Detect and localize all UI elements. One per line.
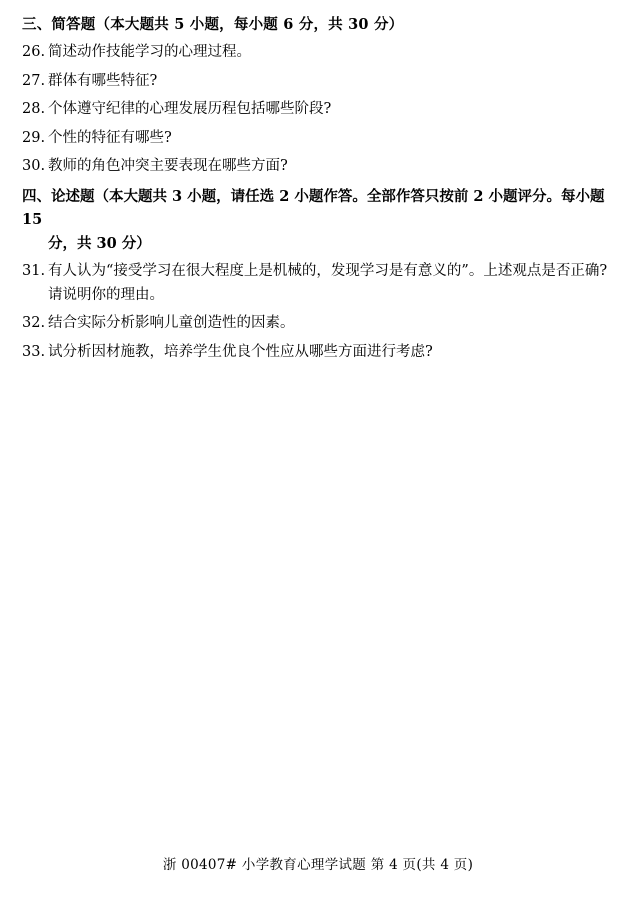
question-item <box>22 341 608 364</box>
question-number: 32. <box>22 315 46 332</box>
question-number: 29. <box>22 129 46 146</box>
question-item <box>22 260 608 307</box>
question-item <box>22 41 608 64</box>
section-heading-three: 三、简答题（本大题共 5 小题，每小题 6 分，共 30 分） <box>22 16 404 33</box>
question-item <box>22 70 608 93</box>
footer-title: 小学教育心理学试题 <box>241 857 367 874</box>
question-text: 结合实际分析影响儿童创造性的因素。 <box>48 315 295 332</box>
question-text-line1: 有人认为“接受学习在很大程度上是机械的，发现学习是有意义的”。上述观点是否正确? <box>48 263 608 280</box>
footer-mark: # <box>225 857 238 874</box>
question-text-line2: 请说明你的理由。 <box>48 286 164 303</box>
section-heading-four-line1: 四、论述题（本大题共 3 小题，请任选 2 小题作答。全部作答只按前 2 小题评分。每小题 15 <box>22 187 605 229</box>
section-heading-four-line2: 分，共 30 分） <box>48 234 151 252</box>
question-item <box>22 127 608 150</box>
question-text: 个性的特征有哪些? <box>48 129 172 146</box>
section-heading-four <box>22 185 608 255</box>
question-text: 教师的角色冲突主要表现在哪些方面? <box>48 158 288 175</box>
question-number: 28. <box>22 101 46 118</box>
footer-course-code: 00407 <box>181 857 226 874</box>
question-item <box>22 155 608 178</box>
question-number: 27. <box>22 72 46 89</box>
question-text: 试分析因材施教，培养学生优良个性应从哪些方面进行考虑? <box>48 343 433 360</box>
question-number: 26. <box>22 44 46 61</box>
question-text <box>48 260 608 307</box>
question-text: 个体遵守纪律的心理发展历程包括哪些阶段? <box>48 101 332 118</box>
question-item <box>22 312 608 335</box>
question-text: 简述动作技能学习的心理过程。 <box>48 44 251 61</box>
question-number: 33. <box>22 343 46 360</box>
footer-province: 浙 <box>162 857 177 874</box>
question-number: 30. <box>22 158 46 175</box>
question-text: 群体有哪些特征? <box>48 72 158 89</box>
footer-page-number: 第 4 页(共 4 页) <box>370 857 474 874</box>
question-number: 31. <box>22 263 46 280</box>
page-footer <box>0 856 636 875</box>
question-item <box>22 98 608 121</box>
